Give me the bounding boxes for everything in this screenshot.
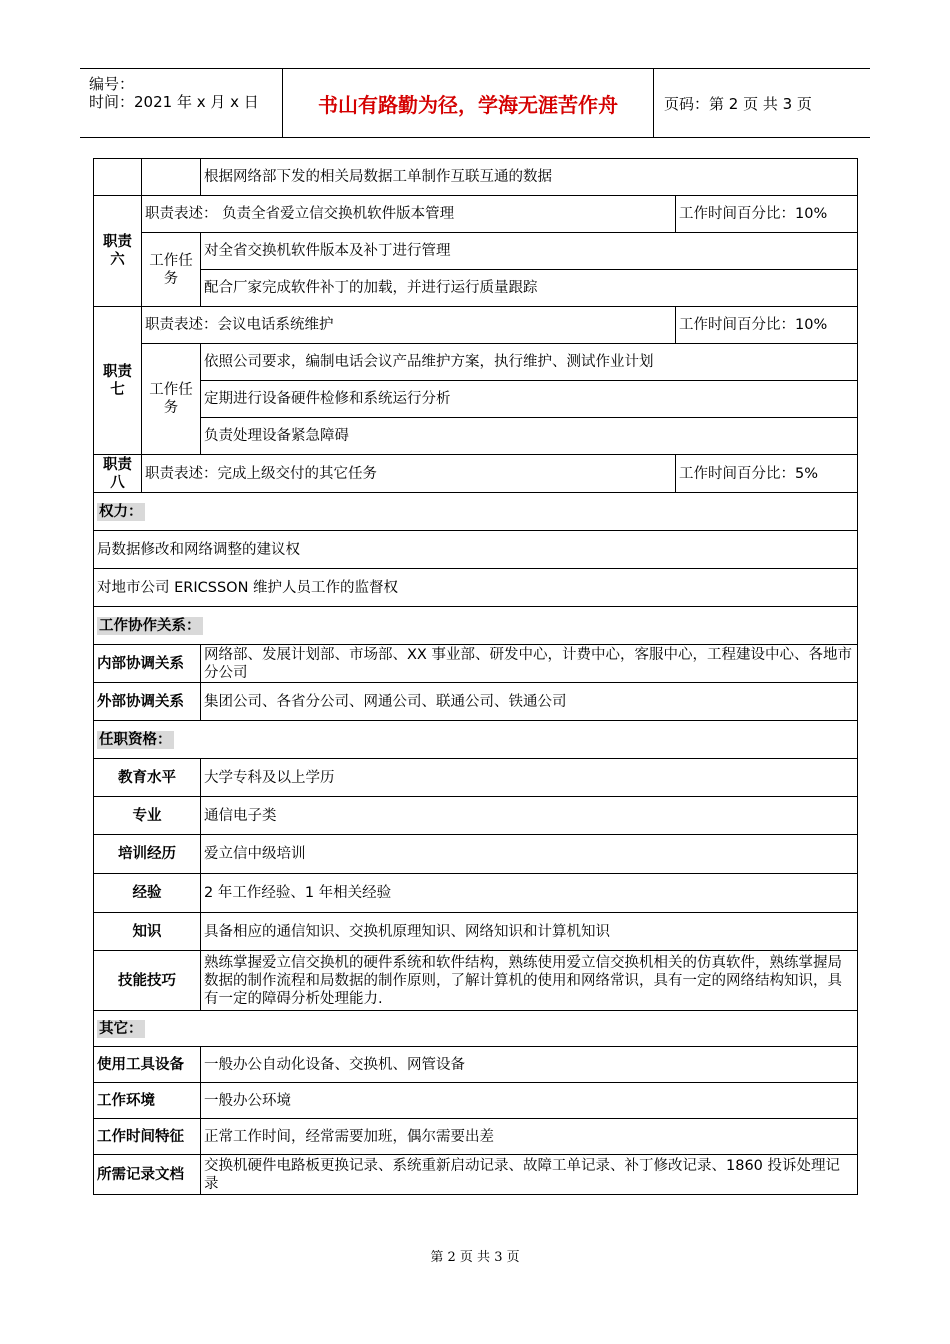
table-row (94, 835, 858, 874)
other-value: 正常工作时间，经常需要加班，偶尔需要出差 (201, 1119, 858, 1155)
section-title-text: 工作协作关系： (99, 617, 201, 634)
table-row (94, 951, 858, 1011)
table-row (94, 233, 858, 270)
other-title (94, 1011, 858, 1047)
table-row (94, 381, 858, 418)
section-title-text: 其它： (99, 1020, 143, 1037)
duty7-label: 职责七 (94, 307, 142, 455)
duty7-task: 负责处理设备紧急障碍 (201, 418, 858, 455)
qualification-value: 2 年工作经验、1 年相关经验 (201, 874, 858, 913)
other-label: 使用工具设备 (94, 1047, 201, 1083)
number-label: 编号： (89, 75, 135, 93)
qualification-label: 专业 (94, 797, 201, 835)
duty6-task-label: 工作任务 (142, 233, 201, 307)
table-row (94, 913, 858, 951)
other-label: 所需记录文档 (94, 1155, 201, 1195)
table-row (94, 270, 858, 307)
table-row (94, 683, 858, 721)
table-row (94, 874, 858, 913)
table-row (94, 531, 858, 569)
table-row (94, 797, 858, 835)
table-row (94, 159, 858, 196)
duty7-task: 定期进行设备硬件检修和系统运行分析 (201, 381, 858, 418)
qualification-label: 技能技巧 (94, 951, 201, 1011)
duty8-pct: 工作时间百分比：5% (676, 455, 858, 493)
qualification-label: 知识 (94, 913, 201, 951)
table-row (94, 1011, 858, 1047)
authority-title (94, 493, 858, 531)
table-row (94, 607, 858, 645)
header-info-cell (80, 69, 283, 137)
section-title-text: 权力： (99, 503, 143, 520)
duty6-task: 对全省交换机软件版本及补丁进行管理 (201, 233, 858, 270)
qualification-value: 爱立信中级培训 (201, 835, 858, 874)
authority-item: 局数据修改和网络调整的建议权 (94, 531, 858, 569)
qualification-label: 经验 (94, 874, 201, 913)
page-footer: 第 2 页 共 3 页 (430, 1250, 520, 1265)
other-value: 交换机硬件电路板更换记录、系统重新启动记录、故障工单记录、补丁修改记录、1860 投诉处理记录 (201, 1155, 858, 1195)
qualification-label: 培训经历 (94, 835, 201, 874)
motto-text: 书山有路勤为径，学海无涯苦作舟 (318, 92, 618, 117)
empty-cell (142, 159, 201, 196)
table-row (94, 455, 858, 493)
table-row (94, 307, 858, 344)
table-row (94, 344, 858, 381)
duty6-label: 职责六 (94, 196, 142, 307)
empty-cell (94, 159, 142, 196)
external-value: 集团公司、各省分公司、网通公司、联通公司、铁通公司 (201, 683, 858, 721)
qualification-value: 具备相应的通信知识、交换机原理知识、网络知识和计算机知识 (201, 913, 858, 951)
qualification-value: 熟练掌握爱立信交换机的硬件系统和软件结构，熟练使用爱立信交换机相关的仿真软件，熟练掌握局数据的制作流程和局数据的制作原则，了解计算机的使用和网络常识，具有一定的网络结构知识，具有一定的障碍分析处理能力. (201, 951, 858, 1011)
table-row (94, 721, 858, 759)
date-label: 时间：2021 年 x 月 x 日 (89, 93, 259, 111)
table-row (94, 196, 858, 233)
other-value: 一般办公环境 (201, 1083, 858, 1119)
other-label: 工作环境 (94, 1083, 201, 1119)
cooperation-title (94, 607, 858, 645)
duty8-desc: 职责表述：完成上级交付的其它任务 (142, 455, 676, 493)
duty6-desc: 职责表述： 负责全省爱立信交换机软件版本管理 (142, 196, 676, 233)
internal-label: 内部协调关系 (94, 645, 201, 683)
table-row (94, 1047, 858, 1083)
other-label: 工作时间特征 (94, 1119, 201, 1155)
page-info: 页码：第 2 页 共 3 页 (664, 94, 812, 113)
duty7-desc: 职责表述：会议电话系统维护 (142, 307, 676, 344)
section-title-text: 任职资格： (99, 731, 172, 748)
header-page-cell (654, 69, 870, 137)
table-row (94, 759, 858, 797)
qualification-title (94, 721, 858, 759)
qualification-value: 大学专科及以上学历 (201, 759, 858, 797)
table-row (94, 493, 858, 531)
duty6-task: 配合厂家完成软件补丁的加载，并进行运行质量跟踪 (201, 270, 858, 307)
job-description-table (93, 158, 858, 1195)
internal-value: 网络部、发展计划部、市场部、XX 事业部、研发中心，计费中心，客服中心，工程建设中心、各地市分公司 (201, 645, 858, 683)
page-header (80, 68, 870, 138)
duty7-pct: 工作时间百分比：10% (676, 307, 858, 344)
duty7-task-label: 工作任务 (142, 344, 201, 455)
header-motto-cell (283, 69, 654, 137)
authority-item: 对地市公司 ERICSSON 维护人员工作的监督权 (94, 569, 858, 607)
table-row (94, 645, 858, 683)
table-row (94, 1119, 858, 1155)
table-row (94, 1155, 858, 1195)
duty8-label: 职责八 (94, 455, 142, 493)
qualification-label: 教育水平 (94, 759, 201, 797)
table-row (94, 569, 858, 607)
table-row (94, 418, 858, 455)
duty6-pct: 工作时间百分比：10% (676, 196, 858, 233)
qualification-value: 通信电子类 (201, 797, 858, 835)
task-cell: 根据网络部下发的相关局数据工单制作互联互通的数据 (201, 159, 858, 196)
duty7-task: 依照公司要求，编制电话会议产品维护方案，执行维护、测试作业计划 (201, 344, 858, 381)
external-label: 外部协调关系 (94, 683, 201, 721)
other-value: 一般办公自动化设备、交换机、网管设备 (201, 1047, 858, 1083)
table-row (94, 1083, 858, 1119)
